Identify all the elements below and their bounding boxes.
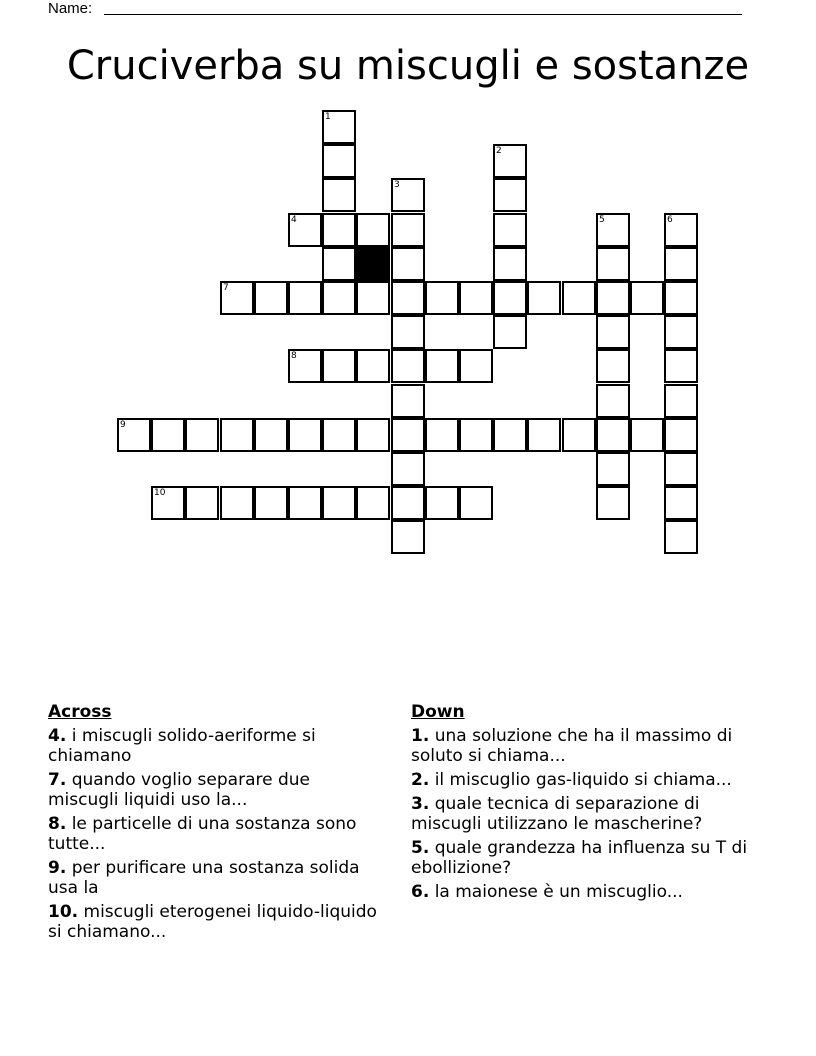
clue-text: quale tecnica di separazione di miscugli utilizzano le mascherine?	[411, 794, 703, 834]
clue-number: 2.	[411, 770, 430, 790]
grid-cell[interactable]	[185, 418, 219, 452]
clue-item	[48, 770, 378, 810]
clue-number: 6.	[411, 882, 430, 902]
grid-cell[interactable]	[493, 315, 527, 349]
grid-cell[interactable]	[664, 452, 698, 486]
black-cell	[356, 247, 390, 281]
grid-cell[interactable]	[493, 213, 527, 247]
grid-cell[interactable]	[185, 486, 219, 520]
grid-cell[interactable]	[596, 452, 630, 486]
clue-item	[411, 838, 771, 878]
grid-cell[interactable]	[664, 349, 698, 383]
grid-cell[interactable]	[493, 418, 527, 452]
clue-text: miscugli eterogenei liquido-liquido si chiamano...	[48, 902, 377, 942]
grid-cell[interactable]	[562, 418, 596, 452]
grid-cell[interactable]	[391, 349, 425, 383]
clue-number: 1.	[411, 726, 430, 746]
grid-cell[interactable]	[596, 281, 630, 315]
grid-cell[interactable]	[596, 315, 630, 349]
grid-cell[interactable]	[459, 486, 493, 520]
grid-cell[interactable]	[356, 281, 390, 315]
grid-cell[interactable]	[630, 281, 664, 315]
clue-item	[411, 770, 771, 790]
grid-cell[interactable]	[493, 178, 527, 212]
grid-cell[interactable]	[391, 281, 425, 315]
clue-number: 10	[154, 488, 166, 498]
clue-text: i miscugli solido-aeriforme si chiamano	[48, 726, 316, 766]
grid-cell[interactable]	[356, 213, 390, 247]
grid-cell[interactable]	[151, 418, 185, 452]
grid-cell[interactable]	[288, 349, 322, 383]
across-clue-list	[48, 726, 378, 942]
clue-text: quando voglio separare due miscugli liquidi uso la...	[48, 770, 310, 810]
clue-item	[48, 858, 378, 898]
clue-number: 5	[599, 215, 605, 225]
grid-cell[interactable]	[220, 281, 254, 315]
clue-number: 2	[496, 146, 502, 156]
grid-cell[interactable]	[664, 213, 698, 247]
grid-cell[interactable]	[356, 349, 390, 383]
grid-cell[interactable]	[254, 486, 288, 520]
grid-cell[interactable]	[322, 178, 356, 212]
clue-item	[48, 726, 378, 766]
grid-cell[interactable]	[220, 418, 254, 452]
clue-item	[411, 794, 771, 834]
clue-number: 7.	[48, 770, 67, 790]
grid-cell[interactable]	[664, 384, 698, 418]
across-heading: Across	[48, 702, 112, 722]
grid-cell[interactable]	[596, 384, 630, 418]
grid-cell[interactable]	[425, 486, 459, 520]
grid-cell[interactable]	[322, 247, 356, 281]
down-heading: Down	[411, 702, 465, 722]
grid-cell[interactable]	[425, 281, 459, 315]
clue-text: il miscuglio gas-liquido si chiama...	[429, 770, 732, 790]
grid-cell[interactable]	[664, 315, 698, 349]
grid-cell[interactable]	[459, 418, 493, 452]
grid-cell[interactable]	[391, 247, 425, 281]
grid-cell[interactable]	[459, 349, 493, 383]
clue-number: 10.	[48, 902, 79, 922]
grid-cell[interactable]	[596, 213, 630, 247]
grid-cell[interactable]	[425, 418, 459, 452]
grid-cell[interactable]	[391, 452, 425, 486]
grid-cell[interactable]	[322, 486, 356, 520]
grid-cell[interactable]	[664, 486, 698, 520]
grid-cell[interactable]	[117, 418, 151, 452]
clue-number: 8.	[48, 814, 67, 834]
clue-item	[411, 882, 771, 902]
clue-number: 4	[291, 215, 297, 225]
grid-cell[interactable]	[322, 281, 356, 315]
grid-cell[interactable]	[664, 520, 698, 554]
grid-cell[interactable]	[391, 315, 425, 349]
clue-item	[48, 814, 378, 854]
grid-cell[interactable]	[596, 247, 630, 281]
clue-number: 8	[291, 351, 297, 361]
page-title: Cruciverba su miscugli e sostanze	[66, 43, 750, 89]
grid-cell[interactable]	[493, 247, 527, 281]
grid-cell[interactable]	[630, 418, 664, 452]
grid-cell[interactable]	[220, 486, 254, 520]
grid-cell[interactable]	[425, 349, 459, 383]
grid-cell[interactable]	[391, 486, 425, 520]
grid-cell[interactable]	[391, 384, 425, 418]
grid-cell[interactable]	[493, 144, 527, 178]
grid-cell[interactable]	[596, 349, 630, 383]
across-clues	[48, 702, 378, 946]
grid-cell[interactable]	[322, 418, 356, 452]
grid-cell[interactable]	[391, 418, 425, 452]
clue-text: la maionese è un miscuglio...	[429, 882, 683, 902]
clue-item	[48, 902, 378, 942]
down-clues	[411, 702, 771, 906]
grid-cell[interactable]	[596, 418, 630, 452]
clue-item	[411, 726, 771, 766]
clue-number: 4.	[48, 726, 67, 746]
clue-number: 7	[223, 283, 229, 293]
grid-cell[interactable]	[356, 486, 390, 520]
clue-text: quale grandezza ha influenza su T di ebollizione?	[411, 838, 748, 878]
grid-cell[interactable]	[288, 281, 322, 315]
grid-cell[interactable]	[151, 486, 185, 520]
clue-text: una soluzione che ha il massimo di soluto si chiama...	[411, 726, 733, 766]
grid-cell[interactable]	[527, 418, 561, 452]
grid-cell[interactable]	[664, 247, 698, 281]
grid-cell[interactable]	[391, 520, 425, 554]
grid-cell[interactable]	[322, 213, 356, 247]
clue-number: 9	[120, 420, 126, 430]
clue-number: 3.	[411, 794, 430, 814]
grid-cell[interactable]	[391, 178, 425, 212]
grid-cell[interactable]	[288, 486, 322, 520]
grid-cell[interactable]	[322, 110, 356, 144]
grid-cell[interactable]	[322, 349, 356, 383]
clue-number: 5.	[411, 838, 430, 858]
grid-cell[interactable]	[664, 418, 698, 452]
down-clue-list	[411, 726, 771, 902]
clue-number: 9.	[48, 858, 67, 878]
grid-cell[interactable]	[527, 281, 561, 315]
clue-number: 3	[394, 180, 400, 190]
grid-cell[interactable]	[356, 418, 390, 452]
grid-cell[interactable]	[596, 486, 630, 520]
grid-cell[interactable]	[664, 281, 698, 315]
grid-cell[interactable]	[288, 213, 322, 247]
grid-cell[interactable]	[391, 213, 425, 247]
grid-cell[interactable]	[493, 281, 527, 315]
grid-cell[interactable]	[459, 281, 493, 315]
clue-number: 1	[325, 112, 331, 122]
grid-cell[interactable]	[562, 281, 596, 315]
name-label: Name:	[48, 0, 93, 17]
grid-cell[interactable]	[254, 418, 288, 452]
clue-text: per purificare una sostanza solida usa la	[48, 858, 360, 898]
clue-number: 6	[667, 215, 673, 225]
grid-cell[interactable]	[322, 144, 356, 178]
grid-cell[interactable]	[288, 418, 322, 452]
grid-cell[interactable]	[254, 281, 288, 315]
clue-text: le particelle di una sostanza sono tutte...	[48, 814, 357, 854]
